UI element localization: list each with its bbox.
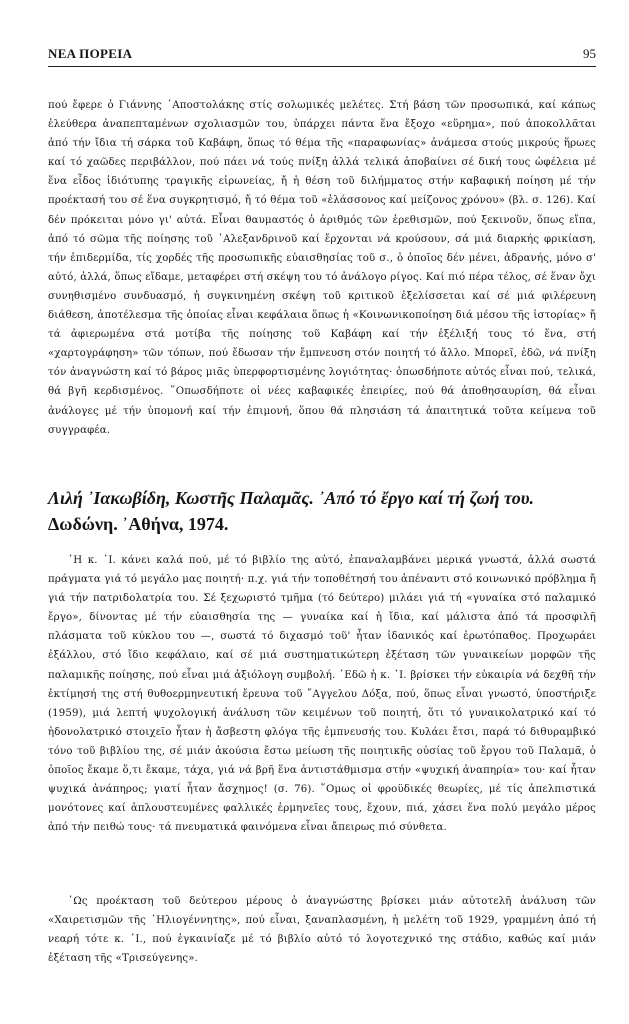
review-book-title: Κωστῆς Παλαμᾶς. ᾿Από τό ἔργο καί τή ζωή του.: [174, 488, 535, 508]
paragraph-continued: πού ἔφερε ὁ Γιάννης ᾿Αποστολάκης στίς σολωμικές μελέτες. Στή βάση τῶν προσωπικά, καί κάπως ἐλεύθερα ἀναπεπταμένων σχολιασμῶν του, ὑπάρχει πάντα ἕνα ἔξοχο «εὕρημα», πού ἀποκολλᾶται ἀπό τήν ἴδια τή σάρκα τοῦ Καβάφη, ὅπως τό θέμα τῆς «παραφωνίας» ἀνάμεσα στούς μικρούς ἥρωες καί τό χαῶδες περιβάλλον, πού πάει νά τούς πνίξη ἀλλά τελικά ἀποβαίνει σέ δική τους ὠφέλεια μέ ἕνα εἶδος ἰδιότυπης τραγικῆς εἰρωνείας, ἤ ἡ θέση τοῦ διλήμματος στήν καβαφική ποίηση μέ τήν προέκτασή του σέ ἕνα συγκρητισμό, ἤ τό θέμα τοῦ «ἐλάσσονος καί μείζονος χρόνου» (βλ. σ. 126). Καί δέν πρόκειται μόνο γι' αὐτά. Εἶναι θαυμαστός ὁ ἀριθμός τῶν ἐρεθισμῶν, πού ξεκινοῦν, ὅπως εἴπα, ἀπό τό σῶμα τῆς ποίησης τοῦ ᾿Αλεξανδρινοῦ καί ἔρχονται νά κρούσουν, σά μιά διαρκής φρικίαση, τήν ἐπιδερμίδα, τίς χορδές τῆς προσωπικῆς εὐαισθησίας τοῦ σ., ὁ ὁποῖος δέν μένει, ἀδρανής, μόνο σ' αὐτό, ἀλλά, ὅπως εἴδαμε, μεταφέρει στή σκέψη του τό ἀνάλογο ρίγος. Καί πιό πέρα τέλος, σέ ἕναν ὄχι συνηθισμένο συνδυασμό, ἡ συγκινημένη σκέψη τοῦ κριτικοῦ ἐξελίσσεται καί σέ μιά φιλέρευνη διάθεση, ἀποτέλεσμα τῆς ὁποίας εἶναι κεφάλαια ὅπως ἡ «Κοινωνικοποίηση διά μέσου τῆς ἱστορίας» ἤ τά ἀφιερωμένα στά μοτίβα τῆς ποίησης τοῦ Καβάφη καί τήν ἐξέλιξή τους τό ἕνα, στή «χαρτογράφηση» τῶν τόπων, πού ἔδωσαν τήν ἔμπνευση στόν ποιητή τό ἄλλο. Μπορεῖ, ἐδῶ, νά πνίξη τόν ἀναγνώστη καί τό βάρος μιᾶς ὑπερφορτισμένης λογιότητας· ὁπωσδήποτε αὐτός εἶναι πού, τελικά, θά βγῆ κερδισμένος. ῞Οπωσδήποτε οἱ νέες καβαφικές ἐπειρίες, πού θά ἀποθησαυρίση, θά εἶναι ἀνάλογες μέ τήν ὑπομονή καί τήν ἐπιμονή, ὅπου θά πλησιάση τά ἀπαιτητικά τοῦτα κείμενα τοῦ συγγραφέα.: [48, 100, 596, 436]
page-number: 95: [583, 46, 596, 61]
review-paragraph-2: ῾Ως προέκταση τοῦ δεύτερου μέρους ὁ ἀναγνώστης βρίσκει μιάν αὐτοτελῆ ἀνάλυση τῶν «Χαιρετισμῶν τῆς ῾Ηλιογέννητης», πού εἶναι, ξαναπλασμένη, ἡ μελέτη τοῦ 1929, γραμμένη ἀπό τή νεαρή τότε κ. ᾿Ι., πού ἐγκαινίαζε μέ τό βιβλίο αὐτό τό λογοτεχνικό της στάδιο, καθώς καί μιάν ἐξέταση τῆς «Τρισεύγενης».: [48, 896, 596, 965]
running-header: [48, 46, 596, 67]
review-paragraph: ῾Η κ. ᾿Ι. κάνει καλά πού, μέ τό βιβλίο της αὐτό, ἐπαναλαμβάνει μερικά γνωστά, ἀλλά σωστά πράγματα γιά τό μεγάλο μας ποιητή· π.χ. γιά τήν τοποθέτησή του ἀπέναντι στό κοινωνικό πρόβλημα ἤ γιά τήν πατριδολατρία του. Σέ ξεχωριστό τμῆμα (τό δεύτερο) μιλάει γιά τή «γυναίκα στό παλαμικό ἔργο», δίνοντας μέ τήν εὐαισθησία της — γυναίκα καί ἡ ἴδια, καί μάλιστα ἀπό τά προσφιλῆ πλάσματα τοῦ κύκλου του —, σωστά τό διχασμό τοῦ' ἦταν ἰδανικός καί ἐρωτόπαθος. Προχωράει ἐξάλλου, στό ἴδιο κεφάλαιο, καί σέ μιά συστηματικώτερη ἐξέταση τῶν γυναικείων μορφῶν τῆς παλαμικῆς ποίησης, πού εἶναι μιά ἀξιόλογη συμβολή. ᾿Εδῶ ἡ κ. ᾿Ι. βρίσκει τήν εὐκαιρία νά δεχθῆ τήν ἐκτίμησή της στή θυθοερμηνευτική ἔρευνα τοῦ ῎Αγγελου Δόξα, πού, ὅπως εἶναι γνωστό, ὑποστήριξε (1959), μιά λεπτή ψυχολογική ἀνάλυση τῶν κειμένων τοῦ ποιητή, ὅτι τό γυναικολατρικό καί τό ἡδονολατρικό στοιχεῖο ἦταν ἡ ἄσβεστη φλόγα τῆς ἐμπνευσής του. Κυλάει ἔτσι, παρά τό διθυραμβικό τόνο τοῦ βιβλίου της, σέ μιάν ἀκούσια ἔστω μείωση τῆς ποιητικῆς οὐσίας τοῦ ἔργου τοῦ Παλαμᾶ, ὁ ὁποῖος ἔκαμε ὅ,τι ἔκαμε, τάχα, γιά νά βρῆ ἕνα ἀντιστάθμισμα στήν «ψυχική ἀναπηρία» του· καί ἦταν ψυχικά ἀνάπηρος; γιατί ἦταν ἄσχημος! (σ. 76). ῞Ομως οἱ φροϋδικές θεωρίες, μέ τίς ἀπελπιστικά μονότονες καί ἁπλουστευμένες φαλλικές ἑρμηνεῖες τους, ἔχουν, πιά, χάσει ἕνα πολύ μεγάλο μέρος ἀπό τήν πειθώ τους· τά πνευματικά φαινόμενα εἶναι ἄπειρως πιό σύνθετα.: [48, 555, 596, 834]
review-publisher: Δωδώνη. ᾿Αθήνα, 1974.: [48, 514, 229, 534]
journal-title: ΝΕΑ ΠΟΡΕΙΑ: [48, 46, 133, 61]
review-author: Λιλή ᾿Ιακωβίδη,: [48, 488, 171, 508]
review-heading: [48, 485, 596, 537]
